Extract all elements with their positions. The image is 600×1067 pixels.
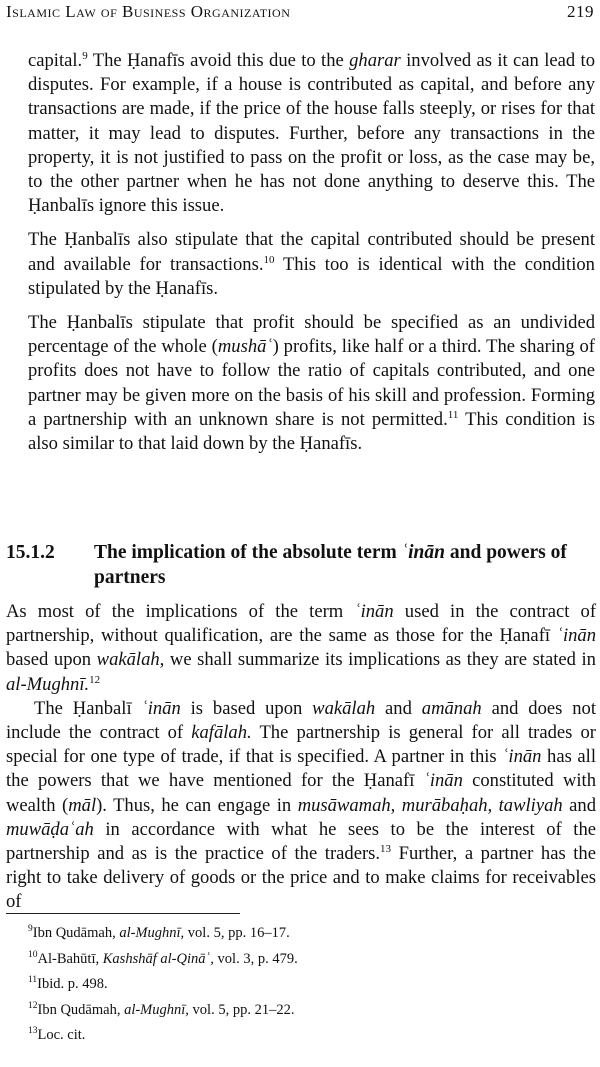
- footnote-9: $^9$Ibn Qudāmah, al-Mughnī, vol. 5, pp. 16–17.: [28, 924, 290, 941]
- section-title: The implication of the absolute term ʿinān and powers of partners: [94, 542, 567, 588]
- page-number: 219: [567, 2, 594, 21]
- footnote-11: $^{11}$Ibid. p. 498.: [28, 975, 108, 993]
- footnote-13: $^{13}$Loc. cit.: [28, 1026, 86, 1044]
- footnote-ref-12[interactable]: 12: [89, 673, 101, 686]
- paragraph-5: The Ḥanbalī ʿinān is based upon wakālah and amānah and does not include the contract of kafālah. The partnership is general for all trades or special for one type of trade, if that is specified. A partner in this ʿinān has all the powers that we have mentioned for the Ḥanafī ʿinān constituted with wealth (māl). Thus, he can engage in musāwamah, murābaḥah, tawliyah and muwāḍaʿah in accordance with what he sees to be the interest of the partnership and as is the practice of the traders.$^{13}$ Further, a partner has the right to take delivery of goods or the price and to make claims for receivables of: [6, 697, 597, 913]
- paragraph-1: capital.$^9$ The Ḥanafīs avoid this due to the gharar involved as it can lead to disputes. For example, if a house is contributed as capital, and before any transactions are made, if the price of the house falls steeply, or rises for that matter, it may lead to disputes. Further, before any transactions in the property, it is not justified to pass on the profit or loss, as the case may be, to the other partner when he has not done anything to deserve this. The Ḥanbalīs ignore this issue.: [28, 49, 595, 217]
- footnote-ref-11[interactable]: 11: [447, 408, 459, 421]
- section-number: 15.1.2: [6, 542, 55, 563]
- paragraph-4: As most of the implications of the term ʿinān used in the contract of partnership, without qualification, are the same as those for the Ḥanafī ʿinān based upon wakālah, we shall summarize its implications as they are stated in al-Mughnī.$^{12}$: [6, 601, 597, 695]
- indented-block: [28, 49, 595, 466]
- footnote-ref-13[interactable]: 13: [380, 842, 392, 855]
- footnotes: [28, 921, 588, 1049]
- footnote-ref-10[interactable]: 10: [263, 253, 275, 266]
- running-header: [6, 2, 594, 24]
- running-title: Islamic Law of Business Organization: [6, 2, 291, 21]
- footnote-ref-9[interactable]: 9: [82, 49, 88, 62]
- body-text: [6, 600, 596, 915]
- section-heading: [6, 540, 596, 590]
- paragraph-2: The Ḥanbalīs also stipulate that the capital contributed should be present and available for transactions.$^{10}$ This too is identical with the condition stipulated by the Ḥanafīs.: [28, 229, 595, 299]
- footnote-12: $^{12}$Ibn Qudāmah, al-Mughnī, vol. 5, pp. 21–22.: [28, 1000, 295, 1018]
- footnote-divider: [6, 913, 240, 914]
- footnote-10: $^{10}$Al-Bahūtī, Kashshāf al-Qināʿ, vol. 3, p. 479.: [28, 949, 298, 967]
- paragraph-3: The Ḥanbalīs stipulate that profit should be specified as an undivided percentage of the whole (mushāʿ) profits, like half or a third. The sharing of profits does not have to follow the ratio of capitals contributed, and one partner may be given more on the basis of his skill and profession. Forming a partnership with an unknown share is not permitted.$^{11}$ This condition is also similar to that laid down by the Ḥanafīs.: [28, 312, 595, 455]
